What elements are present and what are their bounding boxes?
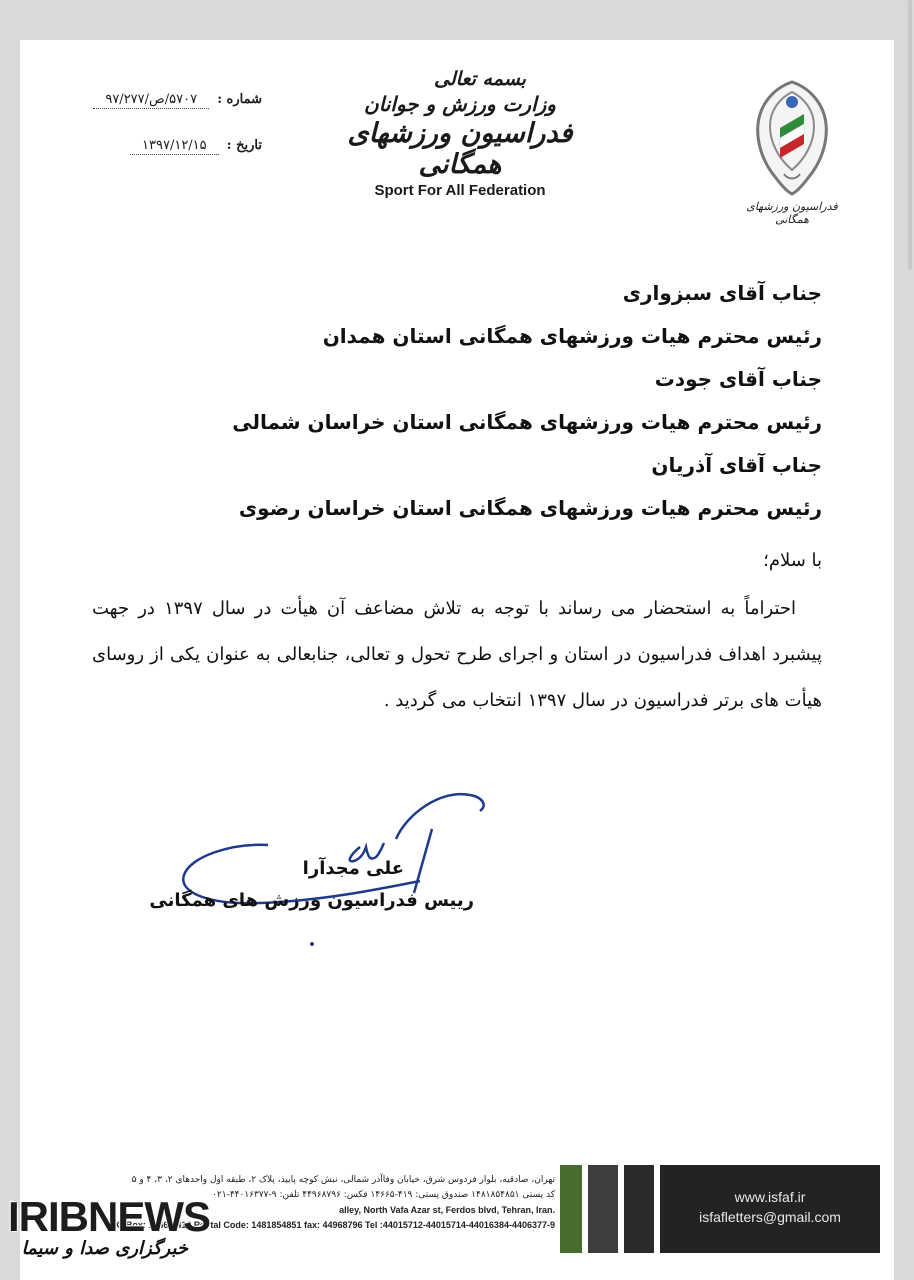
addressee-line: رئیس محترم هیات ورزشهای همگانی استان همدان <box>322 324 822 348</box>
letter-number <box>93 92 262 107</box>
footer-bar-gray <box>588 1165 618 1253</box>
footer-bar-green <box>560 1165 582 1253</box>
news-watermark <box>8 1193 210 1274</box>
footer-postal-fa: کد پستی ۱۴۸۱۸۵۴۸۵۱ صندوق پستی: ۴۱۹-۱۴۶۶۵ فکس: ۴۴۹۶۸۷۹۶ تلفن: ۹-۴۴۰۱۶۳۷۷-۰۲۱ <box>212 1190 555 1200</box>
scrollbar-handle[interactable] <box>908 0 912 270</box>
federation-logo <box>732 78 852 226</box>
letterhead <box>320 68 600 199</box>
addressee-block <box>222 272 822 530</box>
emblem-icon <box>750 78 834 196</box>
footer-address-fa: تهران، صادقیه، بلوار فردوس شرق، خیابان وفاآذر شمالی، نبش کوچه پاییذ، پلاک ۲، طبقه اول واحدهای ۲، ۳، ۴ و ۵ <box>131 1175 555 1185</box>
addressee-line: جناب آقای آذریان <box>651 453 822 477</box>
number-value: ۵۷۰۷/ص/۹۷/۲۷۷ <box>93 92 209 109</box>
footer-bar-dark <box>624 1165 654 1253</box>
addressee-line: جناب آقای جودت <box>654 367 822 391</box>
date-value: ۱۳۹۷/۱۲/۱۵ <box>130 138 219 155</box>
addressee-line: رئیس محترم هیات ورزشهای همگانی استان خراسان رضوی <box>238 496 822 520</box>
addressee-line: جناب آقای سبزواری <box>622 281 822 305</box>
footer-contact-en: P.O Box: 14665-419 Postal Code: 1481854851 fax: 44968796 Tel :44015712-44015714-44016384-4406377-9 <box>109 1220 555 1230</box>
footer-website: www.isfaf.ir <box>734 1189 806 1205</box>
federation-name-en: Sport For All Federation <box>374 182 546 199</box>
bismillah: بسمه تعالی <box>434 68 526 90</box>
logo-caption: فدراسیون ورزشهای همگانی <box>746 200 838 226</box>
letter-date <box>130 138 262 153</box>
addressee-line: رئیس محترم هیات ورزشهای همگانی استان خراسان شمالی <box>232 410 822 434</box>
footer-address-en: alley, North Vafa Azar st, Ferdos blvd, Tehran, Iran. <box>339 1205 555 1215</box>
ministry-name: وزارت ورزش و جوانان <box>364 92 556 116</box>
footer-email: isfafletters@gmail.com <box>699 1209 841 1225</box>
number-label: شماره : <box>217 92 262 107</box>
watermark-subtitle: خبرگزاری صدا و سیما <box>21 1238 188 1259</box>
ink-dot <box>310 942 314 946</box>
federation-name: فدراسیون ورزشهای همگانی <box>347 118 573 180</box>
footer-contact-box <box>660 1165 880 1253</box>
letter-page <box>20 40 894 1280</box>
salutation: با سلام؛ <box>763 550 822 571</box>
watermark-brand: IRIBNEWS <box>8 1193 210 1240</box>
date-label: تاریخ : <box>226 138 262 153</box>
signatory-name: علی مجدآرا <box>302 858 404 879</box>
letter-body: احتراماً به استحضار می رساند با توجه به تلاش مضاعف آن هیأت در سال ۱۳۹۷ در جهت پیشبرد اهداف فدراسیون در استان و اجرای طرح تحول و تعالی، جنابعالی به عنوان یکی از روسای هیأت های برتر فدراسیون در سال ۱۳۹۷ انتخاب می گردید . <box>92 598 822 711</box>
signatory-title: رییس فدراسیون ورزش های همگانی <box>149 890 474 911</box>
